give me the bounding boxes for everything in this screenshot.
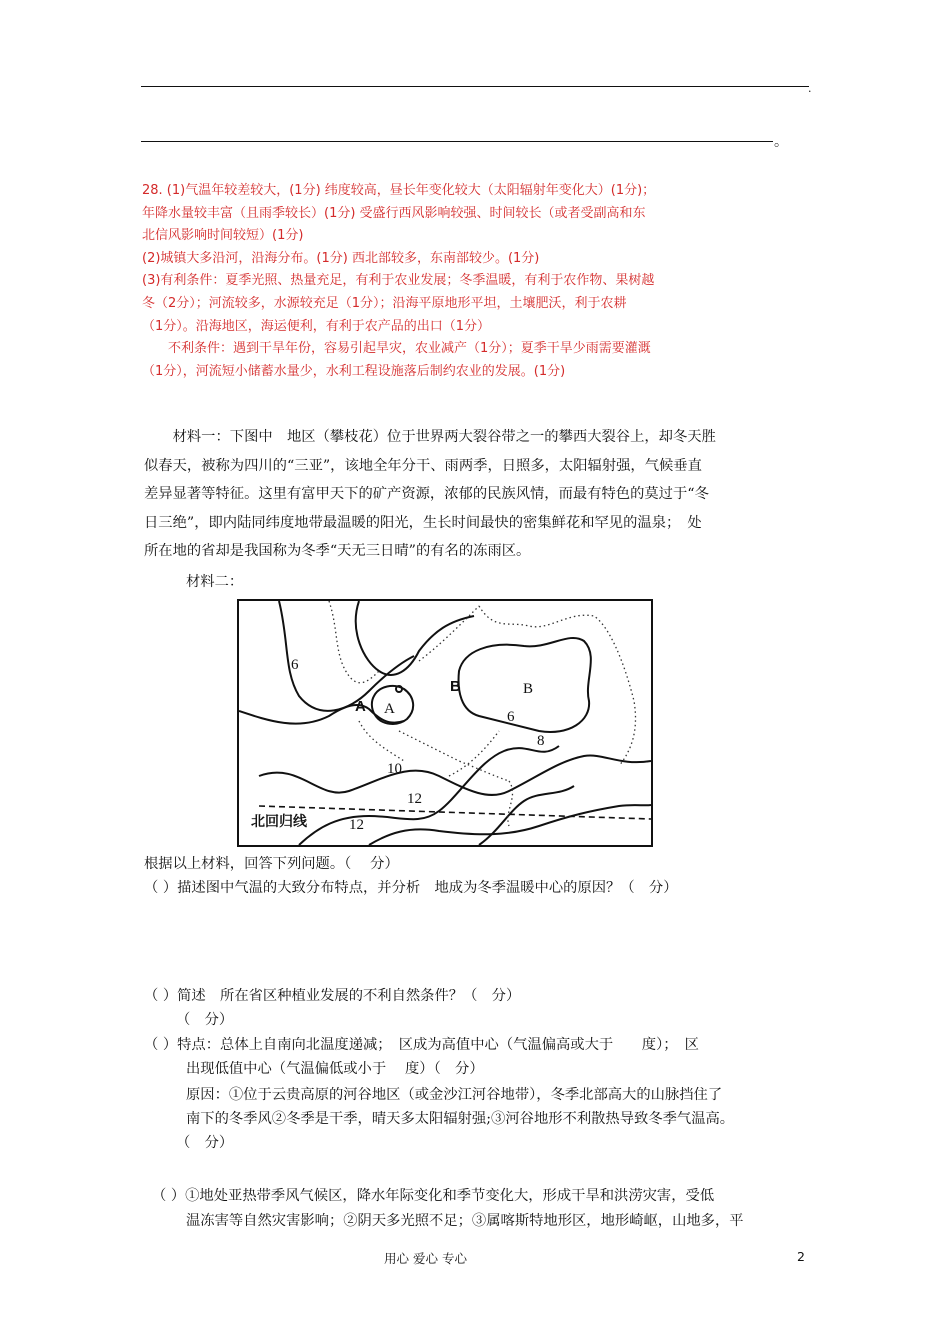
questions-intro: 根据以上材料，回答下列问题。（ 分） (144, 856, 399, 872)
answer-28-line: (3)有利条件：夏季光照、热量充足，有利于农业发展；冬季温暖，有利于农作物、果树越 (142, 273, 655, 289)
material-1-line: 似春天，被称为四川的“三亚”，该地全年分干、雨两季，日照多，太阳辐射强，气候垂直 (144, 457, 702, 474)
material-1 (144, 423, 808, 566)
answer-28-line: 不利条件：遇到干旱年份，容易引起旱灾，农业减产（1分）；夏季干旱少雨需要灌溉 (142, 341, 651, 357)
answer-28-line: 冬（2分）；河流较多，水源较充足（1分）；沿海平原地形平坦，土壤肥沃，利于农耕 (142, 295, 627, 311)
answer-28-line: 年降水量较丰富（且雨季较长）(1分) 受盛行西风影响较强、时间较长（或者受副高和东 (142, 205, 646, 221)
answer-28-block (142, 180, 782, 383)
page-number: 2 (797, 1249, 805, 1264)
answer-1-line: 原因：①位于云贵高原的河谷地区（或金沙江河谷地带），冬季北部高大的山脉挡住了 (186, 1087, 723, 1103)
province-boundary (419, 606, 479, 661)
isotherm-label-12: 12 (349, 817, 364, 833)
province-boundary (449, 731, 499, 776)
province-boundary (479, 606, 636, 766)
material-1-line: 所在地的省却是我国称为冬季“天无三日晴”的有名的冻雨区。 (144, 543, 531, 559)
material-2-label: 材料二： (186, 574, 244, 590)
isotherm-label-8: 8 (537, 733, 545, 749)
answer-28-line: （1分）。沿海地区，海运便利，有利于农产品的出口（1分） (142, 318, 491, 334)
answer-28-line: （1分），河流短小储蓄水量少，水利工程设施落后制约农业的发展。(1分) (142, 363, 566, 379)
isotherm-label-6: 6 (507, 709, 515, 725)
isotherm-label-12: 12 (407, 791, 422, 807)
answer-2-line: 温冻害等自然灾害影响；②阴天多光照不足；③属喀斯特地形区，地形崎岖，山地多，平 (186, 1213, 744, 1229)
point-label-a: A (355, 698, 366, 715)
answer-blank-line-1 (141, 86, 809, 87)
answer-1-line: （ 分） (176, 1135, 234, 1151)
answer-blank-line-2 (141, 141, 773, 142)
answer-28-line: (2)城镇大多沿河，沿海分布。(1分) 西北部较多，东南部较少。(1分) (142, 250, 540, 266)
tropic-of-cancer-line (259, 806, 651, 819)
material-1-line: 日三绝”，即内陆同纬度地带最温暖的阳光，生长时间最快的密集鲜花和罕见的温泉； 处 (144, 514, 702, 531)
line-end-dot: . (808, 82, 812, 95)
isotherm-line (356, 601, 474, 675)
question-2: （ ）简述 所在省区种植业发展的不利自然条件？（ 分） (144, 988, 521, 1004)
panzhihua-point (396, 686, 402, 692)
tropic-label: 北回归线 (251, 814, 307, 830)
province-boundary (508, 781, 513, 826)
province-boundary (359, 721, 404, 761)
answer-2-line: （ ）①地处亚热带季风气候区，降水年际变化和季节变化大，形成干旱和洪涝灾害，受低 (152, 1188, 715, 1204)
province-boundary (329, 601, 379, 683)
answer-1-line: 南下的冬季风②冬季是干季，晴天多太阳辐射强;③河谷地形不利散热导致冬季气温高。 (186, 1111, 735, 1127)
material-1-line: 差异显著等特征。这里有富甲天下的矿产资源，浓郁的民族风情，而最有特色的莫过于“冬 (144, 486, 709, 502)
region-label-b: B (523, 681, 534, 697)
isotherm-label-6: 6 (291, 657, 299, 673)
answer-28-line: 28. (1)气温年较差较大，(1分) 纬度较高，昼长年变化较大（太阳辐射年变化大）(1分)； (142, 183, 656, 198)
end-period: 。 (774, 134, 788, 150)
isotherm-map-svg (239, 601, 651, 845)
question-1: （ ）描述图中气温的大致分布特点，并分析 地成为冬季温暖中心的原因？（ 分） (144, 880, 678, 896)
isotherm-line (279, 601, 414, 711)
score-note: （ 分） (176, 1012, 234, 1028)
isotherm-map (237, 599, 653, 847)
page-footer: 用心 爱心 专心 (384, 1251, 467, 1266)
isotherm-label-10: 10 (387, 761, 402, 777)
answer-28-line: 北信风影响时间较短）(1分) (142, 228, 304, 244)
answer-1-line: 出现低值中心（气温偏低或小于 度）（ 分） (186, 1061, 484, 1077)
region-label-a: A (384, 701, 395, 717)
point-label-b: B (450, 678, 461, 695)
isotherm-line (259, 756, 651, 795)
answer-1-line: （ ）特点：总体上自南向北温度递减； 区成为高值中心（气温偏高或大于 度）； 区 (144, 1037, 699, 1053)
material-1-line: 材料一：下图中 地区（攀枝花）位于世界两大裂谷带之一的攀西大裂谷上，却冬天胜 (144, 429, 716, 445)
